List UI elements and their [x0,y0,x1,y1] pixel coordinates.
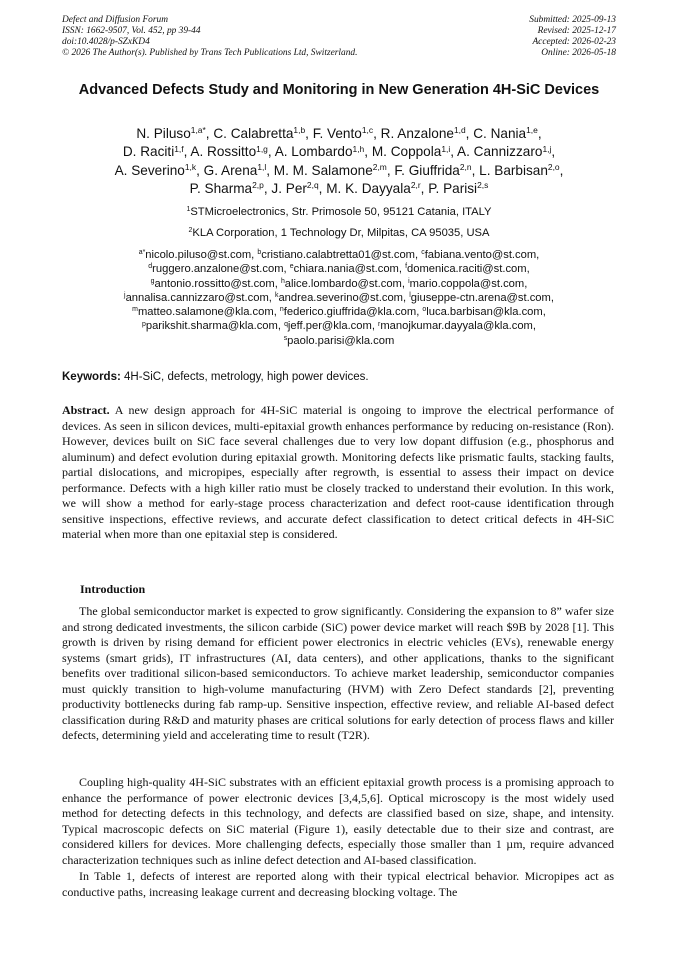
author: L. Barbisan$^{2,o}$ [479,161,560,178]
author-email[interactable]: $^i$mario.coppola@st.com [408,277,525,290]
author-list [62,125,616,198]
author-email[interactable]: $^f$domenica.raciti@st.com [405,263,527,276]
author-email[interactable]: $^n$federico.giuffrida@kla.com [279,306,417,319]
abstract [62,403,614,543]
author: G. Arena$^{1,l}$ [203,161,267,178]
abstract-label: Abstract. [62,403,110,417]
author: A. Rossitto$^{1,g}$ [190,143,268,160]
author-email[interactable]: $^o$luca.barbisan@kla.com [422,306,543,319]
section-heading-introduction: Introduction [80,582,146,596]
email-line [62,334,616,348]
journal-doi: doi:10.4028/p-SZxKD4 [62,37,150,47]
author: F. Vento$^{1,c}$ [312,125,374,141]
email-line: $^{a*}$nicolo.piluso@st.com, $^b$cristiano.calabtretta01@st.com, $^c$fabiana.vento@st.com, [138,249,540,261]
email-list [62,248,616,348]
keywords [62,370,616,384]
intro-paragraph-2: Coupling high-quality 4H-SiC substrates with an efficient epitaxial growth process is a promising approach to enhance the performance of power electronic devices [3,4,5,6]. Optical microscopy is the most widely used method for detecting defects in this technology, and defects are classified based on size, shape, and intensity. Typical macroscopic defects on SiC material (Figure 1), easily detectable due to their size and contrast, are considered killers for devices. More challenging defects, especially those smaller than 1 µm, require advanced characterization techniques such as inline defect detection and AI-based classification. [62,775,614,867]
date-submitted: Submitted: 2025-09-13 [529,15,616,25]
author: P. Sharma$^{2,p}$ [189,180,264,196]
author-email[interactable]: $^b$cristiano.calabtretta01@st.com [257,249,415,261]
author-email[interactable]: $^m$matteo.salamone@kla.com [132,306,274,319]
keywords-label: Keywords: [62,371,121,383]
author: M. M. Salamone$^{2,m}$ [273,161,387,178]
author: C. Nania$^{1,e}$ [473,125,538,141]
author: D. Raciti$^{1,f}$ [122,143,184,160]
author-line: N. Piluso$^{1,a*}$, C. Calabretta$^{1,b}$, F. Vento$^{1,c}$, R. Anzalone$^{1,d}$, C. Nania$^{1,e}$, [136,125,542,141]
author-email[interactable]: $^r$manojkumar.dayyala@kla.com [378,320,533,333]
author: C. Calabretta$^{1,b}$ [213,125,306,141]
publication-dates [529,15,616,59]
keywords-text: 4H-SiC, defects, metrology, high power devices. [124,371,369,383]
author: A. Severino$^{1,k}$ [114,161,197,178]
date-revised: Revised: 2025-12-17 [537,26,616,36]
author-email[interactable]: $^j$annalisa.cannizzaro@st.com [124,291,269,304]
author-email[interactable]: $^g$antonio.rossitto@st.com [150,277,275,290]
abstract-text: A new design approach for 4H-SiC material is ongoing to improve the electrical performance of devices. As seen in silicon devices, multi-epitaxial growth enhances performance by reducing on-resistance (Ron). However, devices built on SiC face several challenges due to very low dopant diffusion (e.g., phosphorus and aluminum) and defect evolution during epitaxial growth. Monitoring defects like prismatic faults, stacking faults, partial dislocations, and micropipes, especially after regrowth, is essential to assess their impact on device performance. Defects with a high killer ratio must be closely tracked to understand their evolution. In this work, we will show a method for early-stage process characterization and defect root-cause identification through sensitive inspections, effective reviews, and accurate defect classification to detect critical defects in 4H-SiC material when more than one epitaxial step is considered. [62,403,614,541]
email-line: $^j$annalisa.cannizzaro@st.com, $^k$andrea.severino@st.com, $^l$giuseppe-ctn.arena@st.com, [124,291,554,304]
author: P. Parisi$^{2,s}$ [428,180,489,196]
date-accepted: Accepted: 2026-02-23 [532,37,616,47]
author-line: P. Sharma$^{2,p}$, J. Per$^{2,q}$, M. K. Dayyala$^{2,r}$, P. Parisi$^{2,s}$ [189,180,489,196]
author-line: D. Raciti$^{1,f}$, A. Rossitto$^{1,g}$, A. Lombardo$^{1,h}$, M. Coppola$^{1,i}$, A. Cannizzaro$^{1,j}$, [122,143,556,160]
author: M. Coppola$^{1,i}$ [371,143,451,160]
author: A. Lombardo$^{1,h}$ [274,143,365,160]
author-email[interactable]: $^q$jeff.per@kla.com [284,320,372,333]
author-email[interactable]: $^{a*}$nicolo.piluso@st.com [138,249,252,261]
author: M. K. Dayyala$^{2,r}$ [326,180,421,196]
author-line: A. Severino$^{1,k}$, G. Arena$^{1,l}$, M. M. Salamone$^{2,m}$, F. Giuffrida$^{2,n}$, L. Barbisan$^{2,o}$, [114,161,564,178]
intro-paragraph-3: In Table 1, defects of interest are reported along with their typical electrical behavior. Micropipes act as conductive paths, increasing leakage current and decreasing blocking voltage. The [62,869,614,899]
journal-copyright: © 2026 The Author(s). Published by Trans Tech Publications Ltd, Switzerland. [62,48,358,58]
author: J. Per$^{2,q}$ [271,180,319,196]
author-email[interactable]: $^h$alice.lombardo@st.com [280,277,402,290]
author-email[interactable]: $^k$andrea.severino@st.com [274,291,403,304]
journal-issn: ISSN: 1662-9507, Vol. 452, pp 39-44 [62,26,201,36]
email-line: $^g$antonio.rossitto@st.com, $^h$alice.lombardo@st.com, $^i$mario.coppola@st.com, [150,277,528,290]
author-email[interactable]: $^l$giuseppe-ctn.arena@st.com [409,291,551,304]
author: R. Anzalone$^{1,d}$ [380,125,466,141]
author-email[interactable]: $^d$ruggero.anzalone@st.com [148,263,284,276]
author-email[interactable]: $^s$paolo.parisi@kla.com [283,334,395,347]
affiliation-2: $^2$KLA Corporation, 1 Technology Dr, Milpitas, CA 95035, USA [188,227,490,239]
journal-name: Defect and Diffusion Forum [62,15,168,25]
email-line: $^d$ruggero.anzalone@st.com, $^e$chiara.nania@st.com, $^f$domenica.raciti@st.com, [148,263,530,276]
journal-info [62,15,357,59]
author: N. Piluso$^{1,a*}$ [136,125,206,141]
affiliation-1: $^1$STMicroelectronics, Str. Primosole 50, 95121 Catania, ITALY [186,206,492,218]
date-online: Online: 2026-05-18 [541,48,616,58]
author-email[interactable]: $^e$chiara.nania@st.com [289,263,399,276]
email-line: $^m$matteo.salamone@kla.com, $^n$federico.giuffrida@kla.com, $^o$luca.barbisan@kla.com, [132,306,546,319]
intro-paragraph-1: The global semiconductor market is expected to grow significantly. Considering the expansion to 8” wafer size and strong dedicated investments, the silicon carbide (SiC) power device market will reach $9B by 2028 [1]. This growth is driven by rising demand for efficient power electronics in electric vehicles (EVs), renewable energy systems (smart grids), IT infrastructures (AI, data centers), and other applications, thanks to the significant benefits over traditional silicon-based semiconductors. To achieve market leadership, semiconductor companies must quickly transition to high-volume manufacturing (HVM) with Zero Defect standards [2], preventing productivity bottlenecks during fab ramp-up. Sensitive inspection, effective review, and reliable AI-based defect classification during R&D and maturity phases are critical solutions for early detection of process flaws and killer defects, determining yield and accelerating time to result (T2R). [62,604,614,742]
author-email[interactable]: $^c$fabiana.vento@st.com [421,249,537,261]
author: A. Cannizzaro$^{1,j}$ [457,143,552,160]
author: F. Giuffrida$^{2,n}$ [394,161,472,178]
author-email[interactable]: $^p$parikshit.sharma@kla.com [142,320,278,333]
email-line: $^p$parikshit.sharma@kla.com, $^q$jeff.per@kla.com, $^r$manojkumar.dayyala@kla.com, [142,320,536,333]
paper-title: Advanced Defects Study and Monitoring in New Generation 4H-SiC Devices [78,82,600,98]
